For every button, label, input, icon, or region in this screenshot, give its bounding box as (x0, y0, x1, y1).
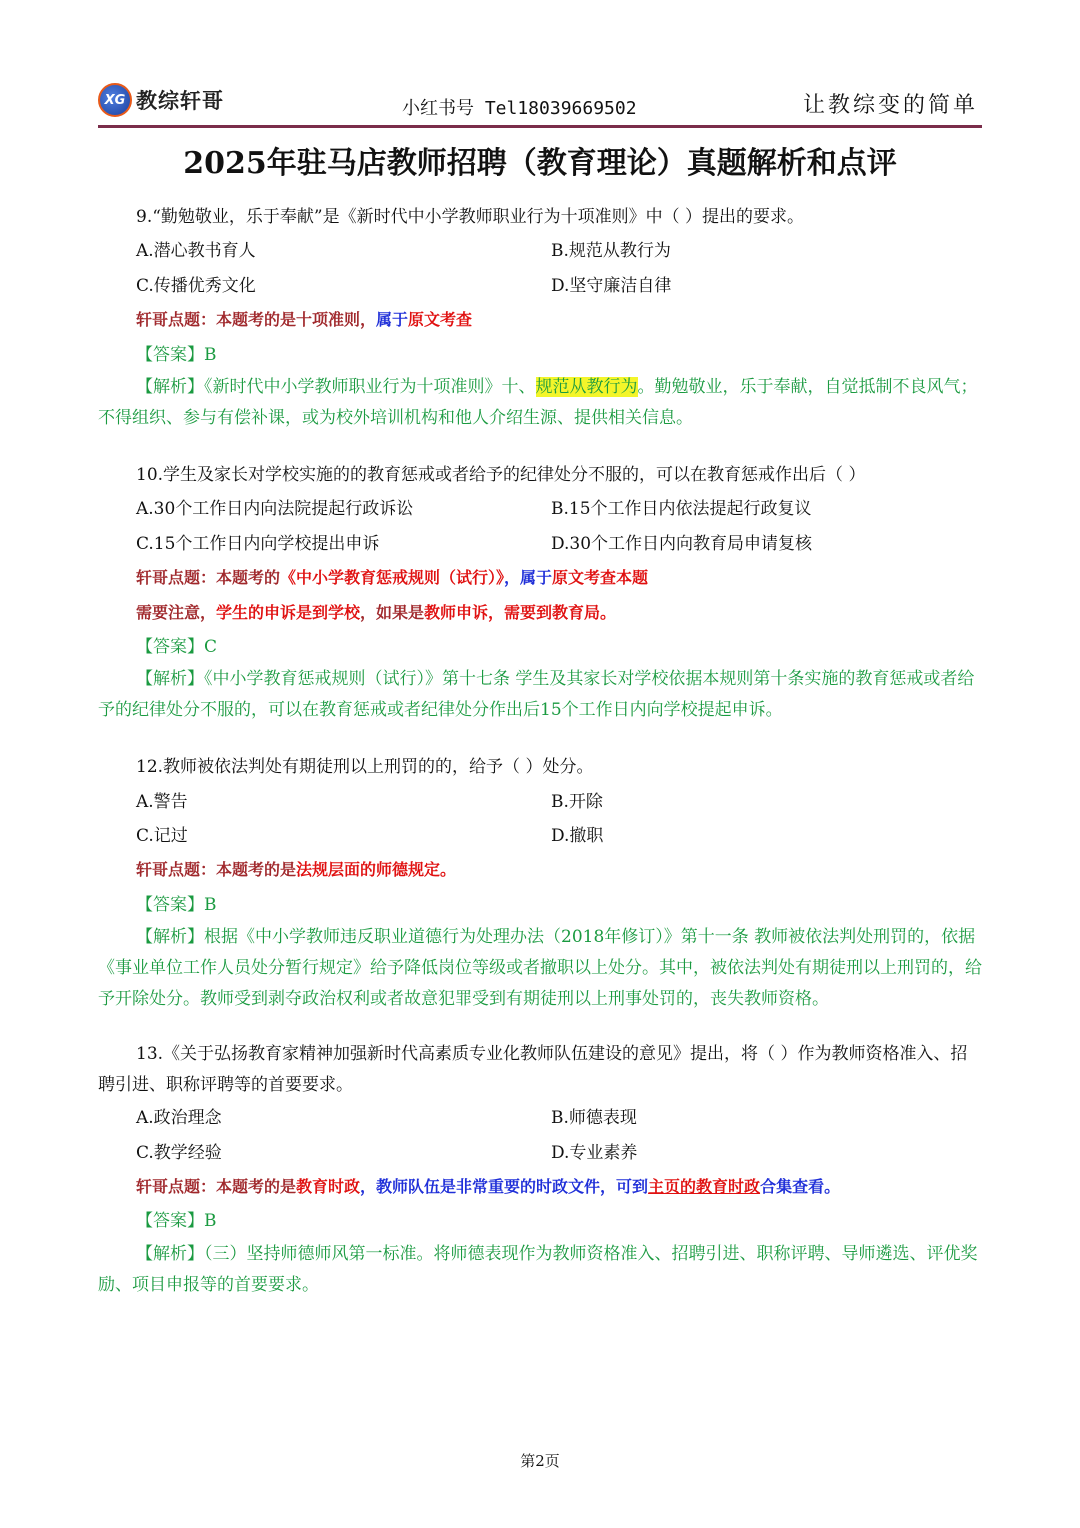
explanation-label: 【解析】 (136, 376, 204, 397)
option-row (98, 1101, 982, 1135)
page-header (98, 74, 982, 128)
hint-text: 教师申诉，需要到教育局。 (424, 602, 617, 622)
option-b: B.规范从教行为 (551, 241, 671, 262)
teacher-hint (98, 1170, 982, 1204)
explanation-label: 【解析】 (136, 1243, 204, 1264)
explanation-text: 。勤勉敬业，乐于奉献，自觉抵制不良风气；不得组织、参与有偿补课，或为校外培训机构和他人介绍生源、提供相关信息。 (98, 376, 978, 428)
option-b: B.开除 (551, 791, 603, 812)
explanation-label: 【解析】 (136, 669, 204, 690)
question-list (98, 200, 982, 1301)
explanation (98, 922, 982, 1015)
option-a: A.政治理念 (136, 1108, 222, 1129)
option-c: C.传播优秀文化 (136, 275, 256, 296)
page-title: 2025年驻马店教师招聘（教育理论）真题解析和点评 (183, 146, 897, 181)
hint-text: 轩哥点题：本题考的是 (136, 1177, 297, 1197)
hint-text: 轩哥点题：本题考的是 (136, 860, 297, 880)
question-stem: 9.“勤勉敬业，乐于奉献”是《新时代中小学教师职业行为十项准则》中（ ）提出的要求。 (136, 207, 805, 227)
hint-text: 轩哥点题：本题考的是十项准则， (136, 310, 377, 330)
answer: 【答案】C (136, 636, 218, 657)
option-row (98, 234, 982, 268)
option-a: A.30个工作日内向法院提起行政诉讼 (136, 499, 414, 520)
option-d: D.30个工作日内向教育局申请复核 (551, 533, 813, 554)
option-b: B.师德表现 (551, 1108, 637, 1129)
option-c: C.记过 (136, 826, 188, 847)
option-row (98, 492, 982, 526)
teacher-hint (98, 853, 982, 887)
logo-text: 教综轩哥 (136, 89, 224, 113)
hint-text: ，属于 (504, 568, 553, 588)
question-stem: 10.学生及家长对学校实施的的教育惩戒或者给予的纪律处分不服的，可以在教育惩戒作出后（ ） (136, 464, 866, 485)
hint-text: 轩哥点题：本题考的 (136, 568, 281, 588)
option-row (98, 819, 982, 853)
explanation-text: （三）坚持师德师风第一标准。将师德表现作为教师资格准入、招聘引进、职称评聘、导师遴选、评优奖励、项目申报等的首要要求。 (98, 1243, 978, 1295)
explanation (98, 1239, 982, 1301)
option-a: A.警告 (136, 791, 188, 812)
explanation (98, 664, 982, 726)
answer: 【答案】B (136, 344, 217, 365)
hint-text: 需要注意， (136, 602, 217, 622)
hint-text: 合集查看。 (760, 1177, 841, 1197)
explanation-label: 【解析】 (136, 927, 204, 948)
teacher-hint (98, 561, 982, 595)
hint-text: 《中小学教育惩戒规则（试行）》 (280, 568, 505, 588)
teacher-note (98, 596, 982, 630)
brand-logo (98, 80, 224, 120)
logo-mark: XG (98, 83, 132, 117)
option-d: D.坚守廉洁自律 (551, 275, 672, 296)
header-contact: 小红书号 Tel18039669502 (402, 98, 637, 119)
option-b: B.15个工作日内依法提起行政复议 (551, 499, 812, 520)
question-stem: 13.《关于弘扬教育家精神加强新时代高素质专业化教师队伍建设的意见》提出，将（ ）作为教师资格准入、招聘引进、职称评聘等的首要要求。 (98, 1044, 968, 1096)
option-a: A.潜心教书育人 (136, 241, 256, 262)
option-d: D.专业素养 (551, 1142, 638, 1163)
header-slogan: 让教综变的简单 (802, 93, 978, 118)
answer: 【答案】B (136, 1211, 217, 1232)
question-stem: 12.教师被依法判处有期徒刑以上刑罚的的，给予（ ）处分。 (136, 757, 594, 778)
explanation-text: 《新时代中小学教师职业行为十项准则》十、 (204, 376, 536, 397)
hint-text: 原文考查 (408, 310, 473, 330)
option-c: C.教学经验 (136, 1142, 222, 1163)
explanation (98, 372, 982, 434)
hint-text: 学生的申诉是到学校 (216, 602, 361, 622)
option-row (98, 785, 982, 819)
option-row (98, 269, 982, 303)
explanation-text: 《中小学教育惩戒规则（试行）》第十七条 学生及其家长对学校依据本规则第十条实施的教育惩戒或者给予的纪律处分不服的，可以在教育惩戒或者纪律处分作出后15个工作日内向学校提起申诉。 (98, 669, 975, 721)
hint-link-text: 主页的教育时政 (648, 1177, 761, 1197)
hint-text: ，如果是 (360, 602, 425, 622)
option-row (98, 1136, 982, 1170)
hint-text: 原文考查本题 (552, 568, 649, 588)
option-d: D.撤职 (551, 826, 604, 847)
hint-text: 属于 (376, 310, 409, 330)
page-number: 第2页 (520, 1452, 560, 1470)
hint-text: 教育时政 (296, 1177, 361, 1197)
explanation-text: 根据《中小学教师违反职业道德行为处理办法（2018年修订）》第十一条 教师被依法判处刑罚的，依据《事业单位工作人员处分暂行规定》给予降低岗位等级或者撤职以上处分。其中，被依法判处有期徒刑以上刑罚的，给予开除处分。教师受到剥夺政治权利或者故意犯罪受到有期徒刑以上刑事处罚的，丧失教师资格。 (98, 927, 982, 1010)
teacher-hint (98, 303, 982, 337)
header-divider (98, 125, 982, 128)
option-row (98, 527, 982, 561)
option-c: C.15个工作日内向学校提出申诉 (136, 533, 380, 554)
answer: 【答案】B (136, 894, 217, 915)
hint-text: ，教师队伍是非常重要的时政文件，可到 (360, 1177, 649, 1197)
hint-text: 法规层面的师德规定。 (296, 860, 457, 880)
highlighted-text: 规范从教行为 (535, 376, 638, 397)
